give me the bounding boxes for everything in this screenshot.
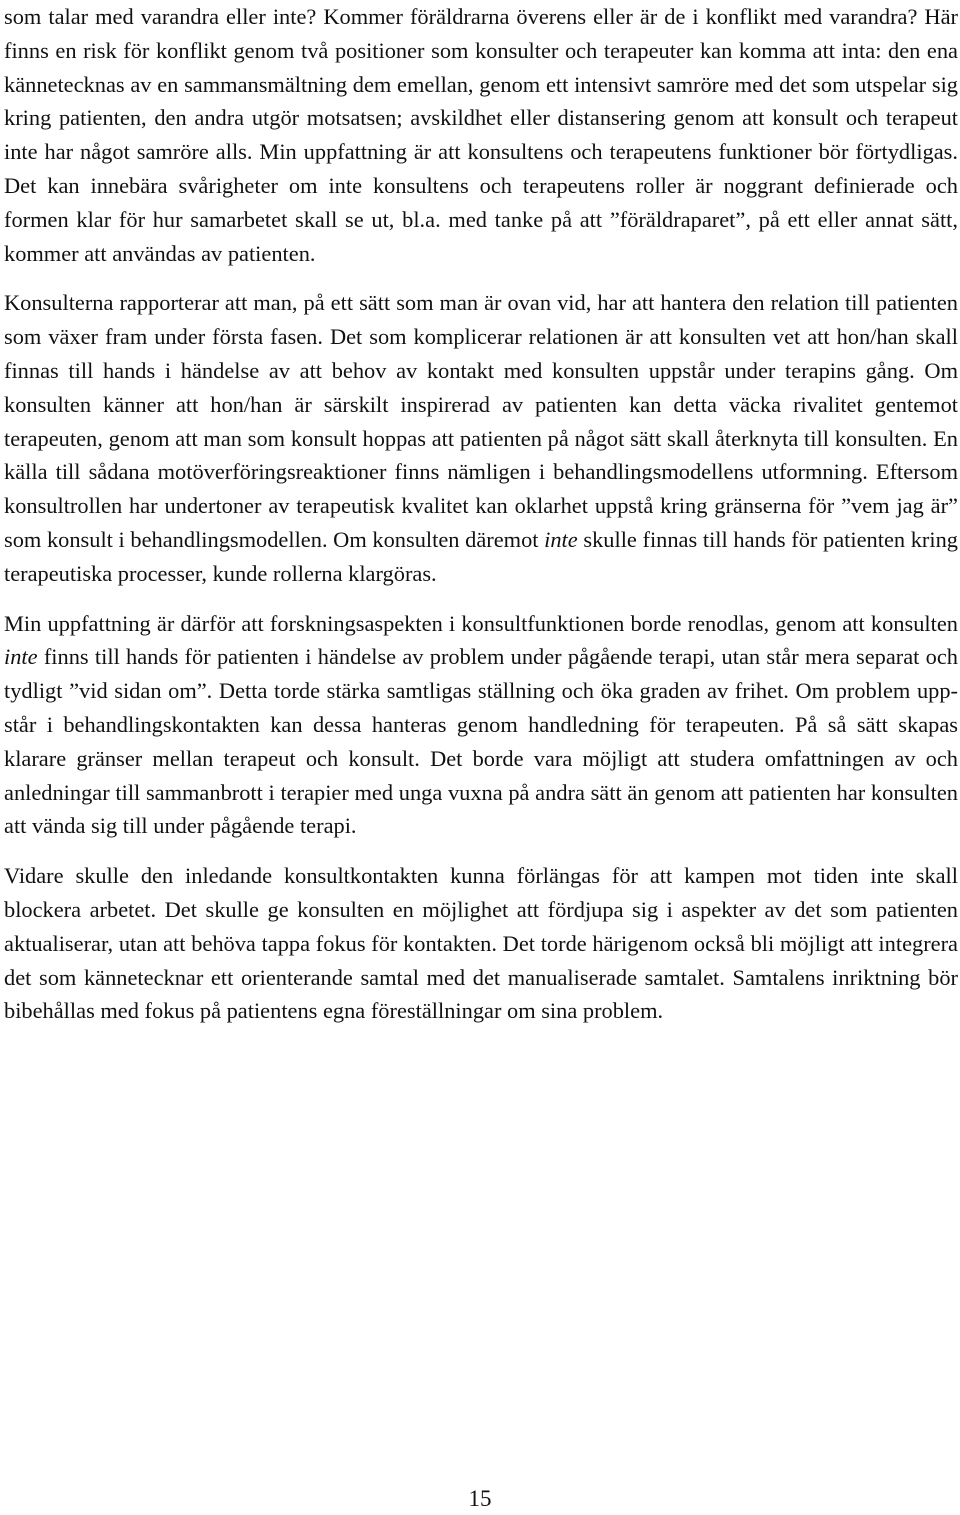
document-page xyxy=(4,0,958,1028)
paragraph-2 xyxy=(4,286,958,590)
paragraph-2-text-b: skulle finnas till hands för patienten kring terapeutiska processer, kunde rollerna klargöras. xyxy=(4,526,958,586)
paragraph-3-text-b: finns till hands för patienten i händelse av problem under pågående terapi, utan står mera separat och tydligt ”vid sidan om”. Detta torde stärka samtligas ställning och öka graden av frihet. Om problem uppstår i behandlingskontakten kan dessa hanteras genom handledning för terapeuten. På så sätt skapas klarare gränser mellan terapeut och konsult. Det borde vara möjligt att studera omfattningen av och anledningar till sammanbrott i terapier med unga vuxna på andra sätt än genom att patienten har konsulten att vända sig till under pågående terapi. xyxy=(4,644,958,839)
paragraph-3 xyxy=(4,607,958,844)
paragraph-2-emphasis: inte xyxy=(544,526,578,552)
page-number: 15 xyxy=(468,1486,492,1511)
paragraph-3-text-a: Min uppfattning är därför att forskningsaspekten i konsultfunktionen borde renodlas, genom att konsulten xyxy=(4,610,958,636)
paragraph-4 xyxy=(4,859,958,1028)
paragraph-2-text-a: Konsulterna rapporterar att man, på ett sätt som man är ovan vid, har att hantera den relation till patienten som växer fram under första fasen. Det som komplicerar relationen är att konsulten vet att hon/han skall finnas till hands i händelse av att behov av kontakt med konsulten uppstår under terapins gång. Om konsulten känner att hon/han är särskilt inspirerad av patienten kan detta väcka rivalitet gentemot terapeuten, genom att man som konsult hoppas att patienten på något sätt skall återknyta till konsulten. En källa till sådana motöverföringsreaktioner finns nämligen i behandlingsmodellens utformning. Eftersom konsultrollen har undertoner av terapeutisk kvalitet kan oklarhet uppstå kring gränserna för ”vem jag är” som konsult i behandlingsmodellen. Om konsulten däremot xyxy=(4,290,958,552)
paragraph-4-text: Vidare skulle den inledande konsultkontakten kunna förlängas för att kampen mot tiden inte skall blockera arbetet. Det skulle ge konsulten en möjlighet att fördjupa sig i aspekter av det som patienten aktualiserar, utan att behöva tappa fokus för kontakten. Det torde härigenom också bli möjligt att integrera det som kännetecknar ett orienterande samtal med det manualiserade samtalet. Samtalens inriktning bör bibehållas med fokus på patientens egna föreställningar om sina problem. xyxy=(4,863,958,1024)
paragraph-3-emphasis: inte xyxy=(4,644,38,670)
paragraph-1-text: som talar med varandra eller inte? Kommer föräldrarna överens eller är de i konflikt med varandra? Här finns en risk för konflikt genom två positioner som konsulter och terapeuter kan komma att inta: den ena kännetecknas av en sammansmältning dem emellan, genom ett intensivt samröre med det som utspelar sig kring patienten, den andra utgör motsatsen; avskildhet eller distansering genom att konsult och terapeut inte har något samröre alls. Min uppfattning är att konsultens och terapeutens funktioner bör förtydligas. Det kan innebära svårigheter om inte konsultens och terapeutens roller är noggrant definierade och formen klar för hur samarbetet skall se ut, bl.a. med tanke på att ”föräldraparet”, på ett eller annat sätt, kommer att användas av patienten. xyxy=(4,4,958,266)
paragraph-1 xyxy=(4,0,958,270)
